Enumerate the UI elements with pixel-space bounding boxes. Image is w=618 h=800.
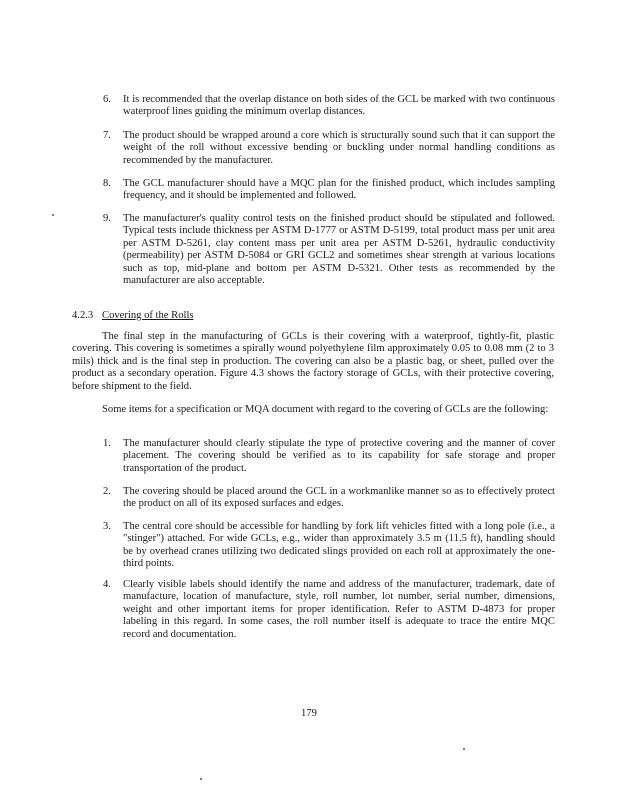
list-item-number: 4. (103, 579, 111, 590)
list-item-number: 9. (103, 213, 111, 224)
list-item-text: The covering should be placed around the GCL in a workmanlike manner so as to effectively protect the product on all of its exposed surfaces and edges. (123, 486, 555, 510)
section-title: Covering of the Rolls (102, 310, 194, 321)
list-item (103, 579, 555, 641)
body-paragraph (72, 331, 554, 393)
section-number: 4.2.3 (72, 310, 94, 321)
list-item (103, 521, 555, 571)
section-heading (72, 310, 194, 322)
list-item-text: It is recommended that the overlap distance on both sides of the GCL be marked with two continuous waterproof lines guiding the minimum overlap distances. (123, 94, 555, 118)
list-item-number: 1. (103, 438, 111, 449)
list-item (103, 94, 555, 119)
paragraph-text: The final step in the manufacturing of GCLs is their covering with a waterproof, tightly-fit, plastic covering. This covering is sometimes a spirally wound polyethylene film approximately 0.05 to 0.08 mm (2 to 3 mils) thick and is the final step in production. The covering can also be a plastic bag, or sheet, pulled over the product as a secondary operation. Figure 4.3 shows the factory storage of GCLs, with their protective covering, before shipment to the field. (72, 331, 554, 392)
list-item-number: 8. (103, 178, 111, 189)
scan-speck (52, 214, 54, 216)
scan-speck (463, 748, 465, 750)
list-item (103, 213, 555, 287)
list-item-number: 3. (103, 521, 111, 532)
list-item (103, 130, 555, 167)
paragraph-text: Some items for a specification or MQA document with regard to the covering of GCLs are the following: (102, 404, 549, 415)
list-item-number: 7. (103, 130, 111, 141)
list-item-number: 2. (103, 486, 111, 497)
list-item-text: The manufacturer's quality control tests on the finished product should be stipulated and followed. Typical tests include thickness per ASTM D-1777 or ASTM D-5199, total product mass per unit area per ASTM D-5261, clay content mass per unit area per ASTM D-5261, hydraulic conductivity (permeability) per ASTM D-5084 or GRI GCL2 and sometimes shear strength at various locations such as top, mid-plane and bottom per ASTM D-5321. Other tests as recommended by the manufacturer are also acceptable. (123, 213, 555, 287)
list-item (103, 178, 555, 203)
list-item-number: 6. (103, 94, 111, 105)
list-item (103, 486, 555, 511)
list-item-text: The product should be wrapped around a core which is structurally sound such that it can support the weight of the roll without excessive bending or buckling under normal handling conditions as recommended by the manufacturer. (123, 130, 555, 166)
list-item-text: Clearly visible labels should identify the name and address of the manufacturer, trademark, date of manufacture, location of manufacture, style, roll number, lot number, serial number, dimensions, weight and other important items for proper identification. Refer to ASTM D-4873 for proper labeling in this regard. In some cases, the roll number itself is adequate to trace the entire MQC record and documentation. (123, 579, 555, 640)
list-item (103, 438, 555, 475)
body-paragraph (72, 404, 554, 416)
list-item-text: The manufacturer should clearly stipulate the type of protective covering and the manner of cover placement. The covering should be verified as to its capability for safe storage and proper transportation of the product. (123, 438, 555, 474)
scan-speck (200, 778, 202, 780)
list-item-text: The central core should be accessible for handling by fork lift vehicles fitted with a long pole (i.e., a "stinger") attached. For wide GCLs, e.g., wider than approximately 3.5 m (11.5 ft), handling should be by overhead cranes utilizing two dedicated slings provided on each roll at approximately the one-third points. (123, 521, 555, 570)
list-item-text: The GCL manufacturer should have a MQC plan for the finished product, which includes sampling frequency, and it should be implemented and followed. (123, 178, 555, 202)
page-number: 179 (301, 708, 317, 719)
